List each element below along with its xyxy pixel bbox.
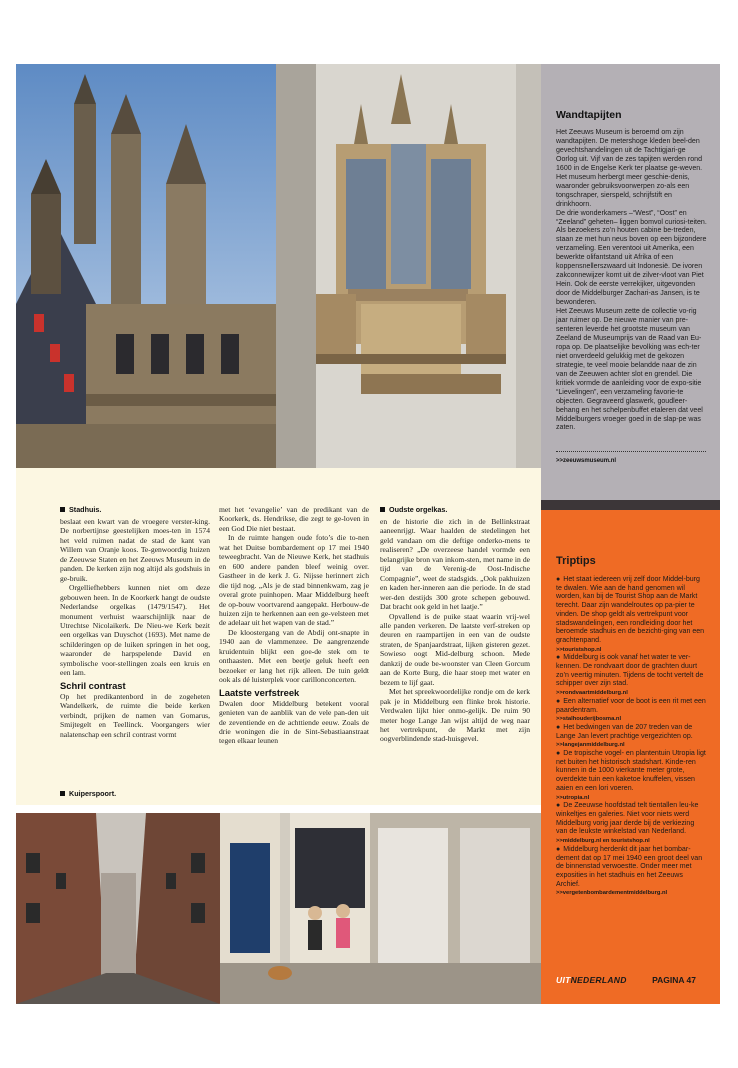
tip-link[interactable]: >>middelburg.nl en touristshop.nl	[556, 838, 650, 845]
tip-link[interactable]: >>stalhouderijbosma.nl	[556, 716, 622, 723]
bullet-dot-icon: ●	[556, 750, 561, 758]
page-number: PAGINA 47	[652, 975, 696, 985]
article-paragraph: De kloostergang van de Abdij ont-snapte in 1940 aan de vlammenzee. De aangrenzende kruidentuin blijkt een goe-de stek om te onthaasten. Met een beetje geluk heeft een bezoeker er lang het rijk alleen. De tuin geldt ook als dé luisterplek voor carillonconcerten.	[219, 627, 369, 685]
bullet-square-icon	[380, 507, 385, 512]
tip-link[interactable]: >>rondvaartmiddelburg.nl	[556, 690, 628, 697]
bullet-dot-icon: ●	[556, 654, 561, 662]
tip-link[interactable]: >>utropia.nl	[556, 794, 590, 801]
tip-item: ● Middelburg is ook vanaf het water te ver-kennen. De rondvaart door de grachten duurt zo’n veertig minuten. Tijdens de tocht vertelt de schipper over zijn stad.	[556, 654, 704, 688]
article-paragraph: Orgelliefhebbers kunnen niet om deze gebouwen heen. In de Koorkerk hangt de oudste Nederlandse orgelkas (1479/1547). Het monument verhuist waarschijnlijk naar de Utrechtse Nicolaikerk. De Nieu-we Kerk bezit een orgelkas van Duyschot (1693). Met name de schilderingen op de luiken springen in het oog, waaronder de harpspelende David en symbolische voor-stellingen zoals een kruis en een lam.	[60, 583, 210, 678]
dotted-divider	[556, 451, 706, 452]
kuiperspoort-photo	[16, 813, 220, 1004]
bullet-dot-icon: ●	[556, 723, 561, 731]
tip-item: ● De Zeeuwse hoofdstad telt tientallen leu-ke winkeltjes en galeries. Niet voor niets werd Middelburg vorig jaar derde bij de verkiezing van de leukste winkelstad van Nederland.	[556, 802, 699, 836]
article-paragraph: Met het spreekwoordelijke rondje om de kerk pak je in Middelburg een flinke brok historie. Verdwalen lijkt hier onmo-gelijk. De ruim 90 meter hoge Lange Jan wijst altijd de weg naar het vertrekpunt, de Markt met zijn oogverblindende stad-huisgevel.	[380, 687, 530, 744]
article-paragraph: met het ‘evangelie’ van de predikant van de Koorkerk, ds. Hendrikse, die zegt te ge-loven in een God Die niet bestaat.	[219, 505, 369, 533]
wandtapijten-paragraph: Het Zeeuws Museum is beroemd om zijn wandtapijten. De metershoge kleden beel-den gevechtshandelingen uit de Tachtigjari-ge Oorlog uit. Vijf van de zes tapijten werden rond 1600 in de Engelse Kerk ter plaatse ge-weven. Het museum herbergt meer geschie-denis, waaronder gebruiksvoorwerpen zo-als een tongschraper, sierspeld, schrijfstift en drinkhoorn.	[556, 129, 703, 208]
tip-link[interactable]: >>touristshop.nl	[556, 646, 602, 653]
orgelkas-photo	[276, 64, 542, 468]
bullet-square-icon	[60, 791, 65, 796]
zeeuwsmuseum-link[interactable]: >>zeeuwsmuseum.nl	[556, 458, 617, 464]
uit-nederland-logo: UITNEDERLAND	[556, 975, 627, 985]
article-paragraph: In de ruimte hangen oude foto’s die to-nen wat het Duitse bombardement op 17 mei 1940 teweegbracht. Van de Nieuwe Kerk, het stadhuis en 600 andere panden bleef weinig over. Gastheer in de kerk J. G. Nijsse herinnert zich die tijd nog. „Als je de stad binnenkwam, zag je overal grote puinhopen. Maar Middelburg heeft de op-bouw voortvarend aangepakt. Herbouw-de huizen zijn te herkennen aan een ge-velsteen met de adelaar uit het wapen van de stad.”	[219, 533, 369, 628]
tip-link[interactable]: >>vergetenbombardementmiddelburg.nl	[556, 890, 668, 897]
article-paragraph: en de historie die zich in de Bellinkstraat aaneenrijgt. Waar haalden de stedelingen het geld vandaan om die deftige onderko-mens te realiseren? „De overzeese handel vormde een belangrijke bron van inkom-sten, met name in de tijd van de Verenig-de Oost-Indische Compagnie”, weet de stadsgids. „Ook pakhuizen en kaden her-inneren aan die periode. In de stad wer-den destijds 300 grote schepen gebouwd. Dat bracht ook geld in het laatje.”	[380, 517, 530, 612]
bullet-dot-icon: ●	[556, 576, 561, 583]
wandtapijten-paragraph: Het Zeeuws Museum zette de collectie vo-rig jaar ruimer op. De nieuwe manier van pre-senteren leverde het grootste museum van Zeeland de Museumprijs van de Raad van Eu-ropa op. De plaatselijke bevolking was ech-ter niet onverdeeld gelukkig met de gekozen strategie, te veel mooie belandde naar de zin van de Zeeuwen achter slot en grendel. Die kritiek vormde de aanleiding voor de expo-sitie “Lievelingen”, een verzameling favorie-te objecten. Gegraveerd glaswerk, goudleer-behang en het schelpenbuffet etaleren dat veel Middelburgers vroeger goed in de slap-pe was zaten.	[556, 308, 703, 432]
article-paragraph: Op het predikantenbord in de zogeheten Wandelkerk, de ruimte die beide kerken verbindt, prijken de namen van Gomarus, Smijtegelt en Teellinck. Voorgangers wier nalatenschap een schril contrast vormt	[60, 691, 210, 739]
page-footer	[556, 975, 706, 987]
article-column-3	[380, 517, 530, 744]
tip-item: ● De tropische vogel- en plantentuin Utropia ligt net buiten het historisch stadshart. Kinde-ren kunnen in de 1000 vierkante meter grote, overdekte tuin een kaketoe knuffelen, vissen aaien en een lori voeren.	[556, 750, 706, 792]
article-paragraph: beslaat een kwart van de vroegere verster-king. De norbertijnse geestelijken moes-ten in 1574 het veld ruimen nadat de stad de kant van Willem van Oranje koos. Te-genwoordig huizen de Zeeuwse Staten en het Zeeuws Museum in de panden. De kerken zijn nog altijd als godshuis in ge-bruik.	[60, 517, 210, 583]
caption-stadhuis: Stadhuis.	[60, 505, 101, 514]
caption-kuiperspoort: Kuiperspoort.	[60, 789, 116, 798]
stadhuis-photo	[16, 64, 276, 468]
heading-schril-contrast: Schril contrast	[60, 679, 126, 691]
tip-item: ● Het bedwingen van de 207 treden van de Lange Jan levert prachtige vergezichten op.	[556, 723, 693, 740]
article-paragraph: Dwalen door Middelburg betekent vooral genieten van de aanblik van de vele pan-den uit de zeventiende en de achttiende eeuw. Zoals de drie woningen die in de Sint-Sebastiaanstraat tegen elkaar leunen	[219, 698, 369, 746]
triptips-panel	[541, 510, 720, 1004]
tip-item: ● Het staat iedereen vrij zelf door Middel-burg te dwalen. Wie aan de hand genomen wil worden, kan bij de Tourist Shop aan de Markt terecht. Daar zijn wandelroutes op pa-pier te vinden. De shop geldt als vertrekpunt voor stadswandelingen, een rondleiding door het beroemde stadhuis en de bezichti-ging van een grachtenpand.	[556, 576, 705, 644]
bullet-dot-icon: ●	[556, 802, 561, 810]
bullet-dot-icon: ●	[556, 845, 561, 853]
caption-oudste-orgelkas: Oudste orgelkas.	[380, 505, 447, 514]
bullet-square-icon	[60, 507, 65, 512]
triptips-title: Triptips	[556, 555, 596, 567]
heading-laatste-verfstreek: Laatste verfstreek	[219, 686, 300, 698]
winkelpand-photo	[220, 813, 541, 1004]
wandtapijten-title: Wandtapijten	[556, 109, 622, 121]
wandtapijten-paragraph: De drie wonderkamers –“West”, “Oost” en “Zeeland” geheten– liggen bomvol curiosi-teiten. Als bezoekers zo’n houten cabine be-treden, staan ze met hun neus boven op een bijzondere verzameling. Een verentooi uit Amerika, een bewerkte olifantstand uit Afrika of een koppensnellerszwaard uit Indonesië. De ivoren zakconnewijzer komt uit de zilver-vloot van Piet Hein. Ook de eerste verrekijker, uitgevonden door de Middelburger Zachari-as Jansen, is te bewonderen.	[556, 209, 707, 307]
article-paragraph: Opvallend is de puike staat waarin vrij-wel alle panden verkeren. De laatste verf-streken op deuren en raampartijen in een van de oudste straten, de Spanjaardstraat, lijken gisteren gezet. Sowieso oogt Mid-delburg schoon. Mede dankzij de oude be-woonster van Cleen Gorcum aan de Korte Burg, die haar stoep met water en bezem te lijf gaat.	[380, 611, 530, 687]
tip-link[interactable]: >>langejanmiddelburg.nl	[556, 742, 625, 749]
article-column-1	[60, 517, 210, 739]
article-column-2	[219, 505, 369, 746]
bullet-dot-icon: ●	[556, 697, 561, 705]
tip-item: ● Een alternatief voor de boot is een rit met een paardentram.	[556, 697, 706, 714]
tip-item: ● Middelburg herdenkt dit jaar het bombar-dement dat op 17 mei 1940 een groot deel van de binnenstad verwoestte. Onder meer met exposities in het stadhuis en het Zeeuws Archief.	[556, 845, 703, 888]
wandtapijten-panel	[541, 64, 720, 500]
dark-divider	[541, 500, 720, 510]
